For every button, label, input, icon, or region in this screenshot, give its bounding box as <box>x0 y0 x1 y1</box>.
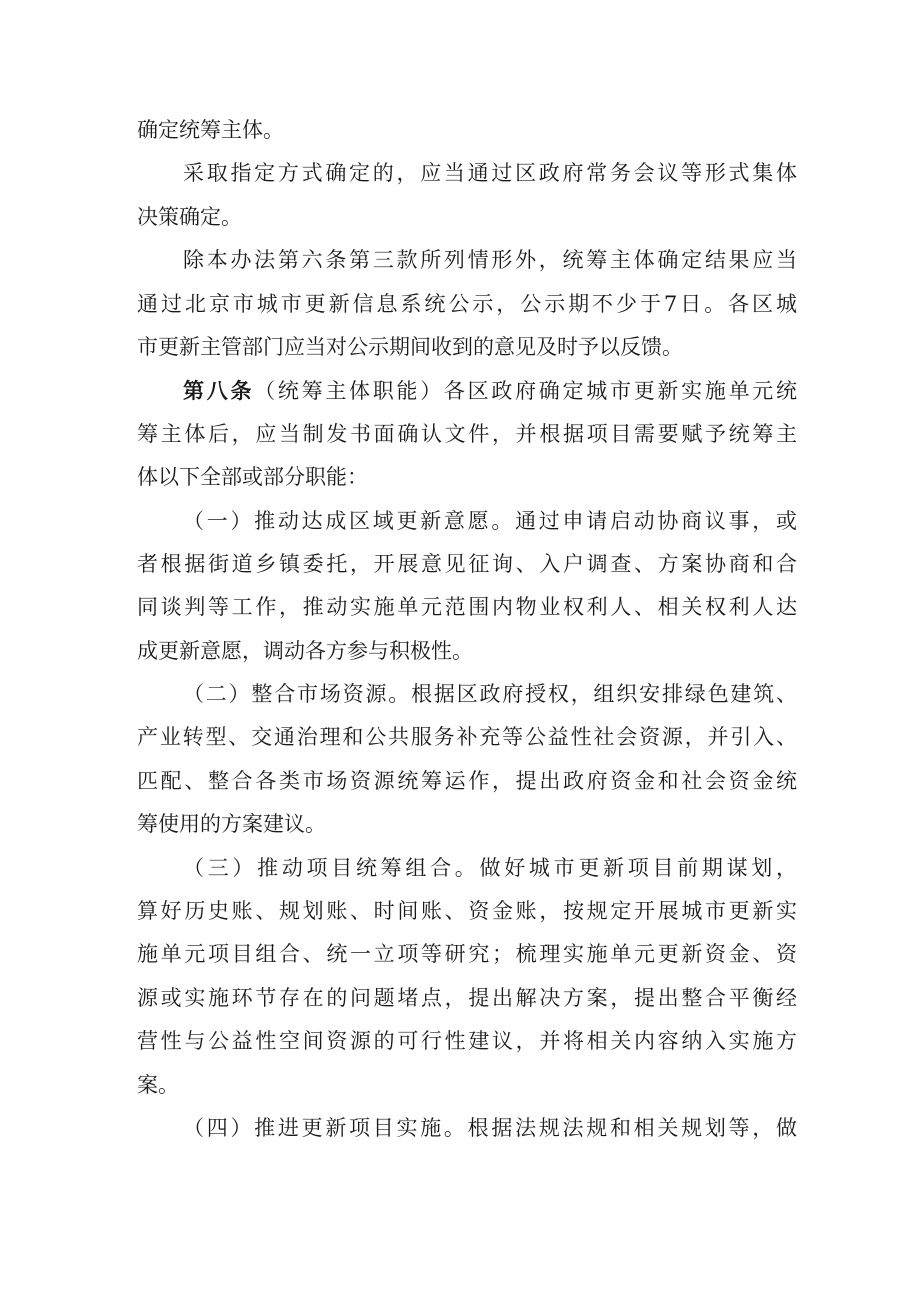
paragraph-line: 同谈判等工作，推动实施单元范围内物业权利人、相关权利人达 <box>137 595 797 620</box>
paragraph-line: 成更新意愿，调动各方参与积极性。 <box>137 638 473 663</box>
paragraph-line: 者根据街道乡镇委托，开展意见征询、入户调查、方案协商和合 <box>137 551 797 576</box>
paragraph-line: 案。 <box>137 1072 179 1097</box>
paragraph-line: 市更新主管部门应当对公示期间收到的意见及时予以反馈。 <box>137 334 683 359</box>
article-heading: 第八条 <box>183 378 255 404</box>
paragraph-line: 产业转型、交通治理和公共服务补充等公益性社会资源，并引入、 <box>137 725 797 750</box>
paragraph-line-text: （统筹主体职能）各区政府确定城市更新实施单元统 <box>254 379 798 404</box>
document-body <box>137 109 797 1150</box>
paragraph-line: 除本办法第六条第三款所列情形外，统筹主体确定结果应当 <box>183 248 797 273</box>
paragraph-line: 源或实施环节存在的问题堵点，提出解决方案，提出整合平衡经 <box>137 985 797 1010</box>
paragraph-line: （三）推动项目统筹组合。做好城市更新项目前期谋划， <box>183 855 797 880</box>
paragraph-line: （一）推动达成区域更新意愿。通过申请启动协商议事，或 <box>183 508 797 533</box>
paragraph-line: 体以下全部或部分职能： <box>137 465 368 490</box>
paragraph-line: 采取指定方式确定的，应当通过区政府常务会议等形式集体 <box>183 161 797 186</box>
paragraph-line: 决策确定。 <box>137 204 242 229</box>
paragraph-line: 算好历史账、规划账、时间账、资金账，按规定开展城市更新实 <box>137 899 797 924</box>
paragraph-line: 营性与公益性空间资源的可行性建议，并将相关内容纳入实施方 <box>137 1029 797 1054</box>
paragraph-line: 通过北京市城市更新信息系统公示，公示期不少于7日。各区城 <box>137 291 797 316</box>
paragraph-line: （二）整合市场资源。根据区政府授权，组织安排绿色建筑、 <box>183 682 797 707</box>
paragraph-line: （四）推进更新项目实施。根据法规法规和相关规划等，做 <box>183 1115 797 1140</box>
paragraph-line: 匹配、整合各类市场资源统筹运作，提出政府资金和社会资金统 <box>137 768 797 793</box>
paragraph-line: 筹主体后，应当制发书面确认文件，并根据项目需要赋予统筹主 <box>137 421 797 446</box>
paragraph-line: 确定统筹主体。 <box>137 118 284 142</box>
paragraph-line: 施单元项目组合、统一立项等研究；梳理实施单元更新资金、资 <box>137 942 797 967</box>
article-heading-line <box>137 369 797 412</box>
paragraph-line: 筹使用的方案建议。 <box>137 812 326 837</box>
